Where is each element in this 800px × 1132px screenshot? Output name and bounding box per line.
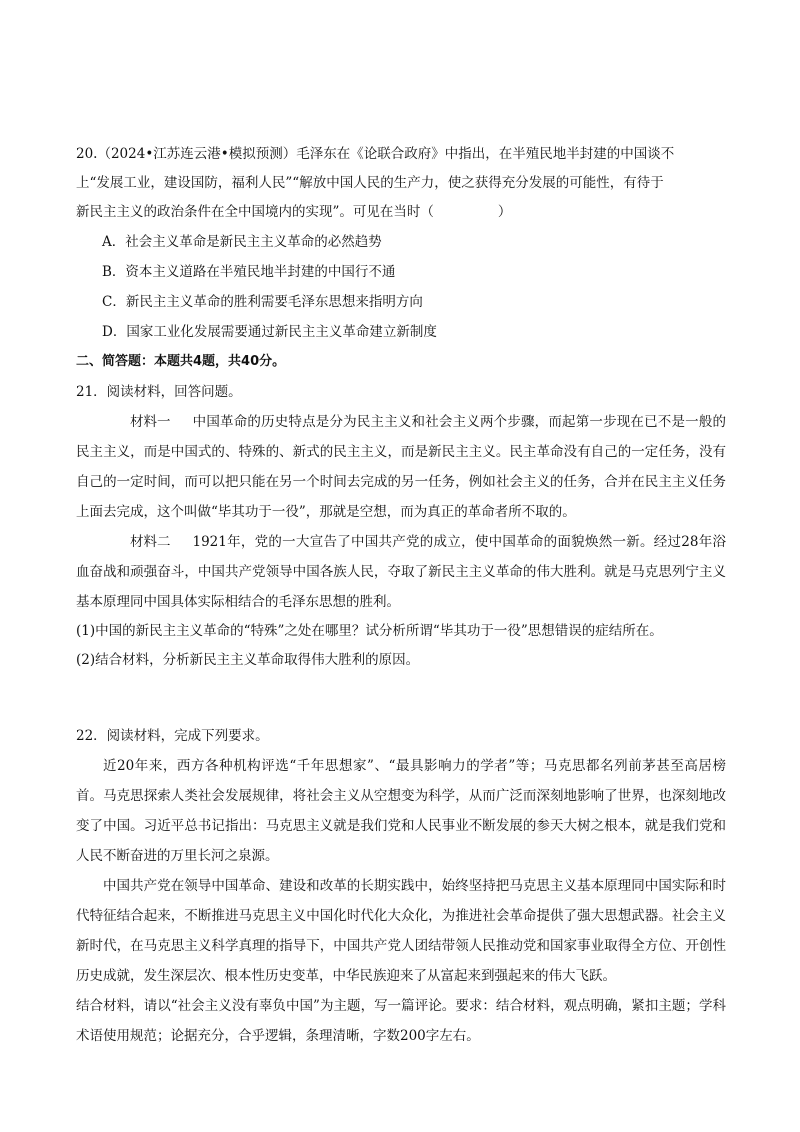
- question-22: [76, 721, 726, 1051]
- section-title: 二、简答题：本题共4题，共40分。: [76, 354, 286, 369]
- material-2-text: 1921年，党的一大宣告了中国共产党的成立，使中国革命的面貌焕然一新。经过28年浴血奋战和顽强奋斗，中国共产党领导中国各族人民，夺取了新民主主义革命的伟大胜利。就是马克思列宁主义基本原理同中国具体实际相结合的毛泽东思想的胜利。: [76, 534, 726, 610]
- question-21-head: 21．阅读材料，回答问题。: [76, 384, 242, 400]
- close-paren: ）: [497, 204, 512, 220]
- option-d: D．国家工业化发展需要通过新民主主义革命建立新制度: [102, 324, 437, 340]
- question-20-line-2: 上“发展工业，建设国防，福利人民”“解放中国人民的生产力，使之获得充分发展的可能性，有待于: [76, 175, 664, 191]
- material-2-label: 材料二: [130, 534, 171, 550]
- question-22-paragraph-1: 近20年来，西方各种机构评选“千年思想家”、“最具影响力的学者”等；马克思都名列前茅甚至高居榜首。马克思探索人类社会发展规律，将社会主义从空想变为科学，从而广泛而深刻地影响了世界，也深刻地改变了中国。习近平总书记指出：马克思主义就是我们党和人民事业不断发展的参天大树之根本，就是我们党和人民不断奋进的万里长河之泉源。: [76, 758, 726, 864]
- material-1-text: 中国革命的历史特点是分为民主主义和社会主义两个步骤，而起第一步现在已不是一般的民主主义，而是中国式的、特殊的、新式的民主主义，而是新民主主义。民主革命没有自己的一定任务，没有自己的一定时间，而可以把只能在另一个时间去完成的另一任务，例如社会主义的任务，合并在民主主义任务上面去完成，这个叫做“毕其功于一役”，那就是空想，而为真正的革命者所不取的。: [76, 414, 726, 520]
- question-20-line-3-text: 新民主主义的政治条件在全中国境内的实现”。可见在当时（: [76, 204, 434, 220]
- question-21: [76, 377, 726, 675]
- question-21-sub-1: (1)中国的新民主主义革命的“特殊”之处在哪里？试分析所谓“毕其功于一役”思想错误的症结所在。: [76, 623, 663, 639]
- question-22-paragraph-2: 中国共产党在领导中国革命、建设和改革的长期实践中，始终坚持把马克思主义基本原理同中国实际和时代特征结合起来，不断推进马克思主义中国化时代化大众化，为推进社会革命提供了强大思想武器。社会主义新时代，在马克思主义科学真理的指导下，中国共产党人团结带领人民推动党和国家事业取得全方位、开创性历史成就，发生深层次、根本性历史变革，中华民族迎来了从富起来到强起来的伟大飞跃。: [76, 878, 726, 984]
- question-21-sub-2: (2)结合材料，分析新民主主义革命取得伟大胜利的原因。: [76, 652, 420, 668]
- option-c: C．新民主主义革命的胜利需要毛泽东思想来指明方向: [102, 294, 423, 310]
- question-22-task: 结合材料，请以“社会主义没有辜负中国”为主题，写一篇评论。要求：结合材料，观点明确，紧扣主题；学科术语使用规范；论据充分，合乎逻辑，条理清晰，字数200字左右。: [76, 998, 726, 1044]
- material-1-label: 材料一: [130, 414, 171, 430]
- question-20-line-1: 20.（2024•江苏连云港•模拟预测）毛泽东在《论联合政府》中指出，在半殖民地半封建的中国谈不: [76, 146, 675, 162]
- material-1: [76, 407, 726, 527]
- question-20: [76, 140, 726, 347]
- document-page: [76, 140, 726, 1051]
- material-2: [76, 527, 726, 617]
- option-b: B．资本主义道路在半殖民地半封建的中国行不通: [102, 264, 396, 280]
- option-a: A．社会主义革命是新民主主义革命的必然趋势: [102, 234, 382, 250]
- question-22-head: 22．阅读材料，完成下列要求。: [76, 728, 269, 744]
- question-20-line-3: [76, 198, 726, 227]
- answer-space: [76, 675, 726, 721]
